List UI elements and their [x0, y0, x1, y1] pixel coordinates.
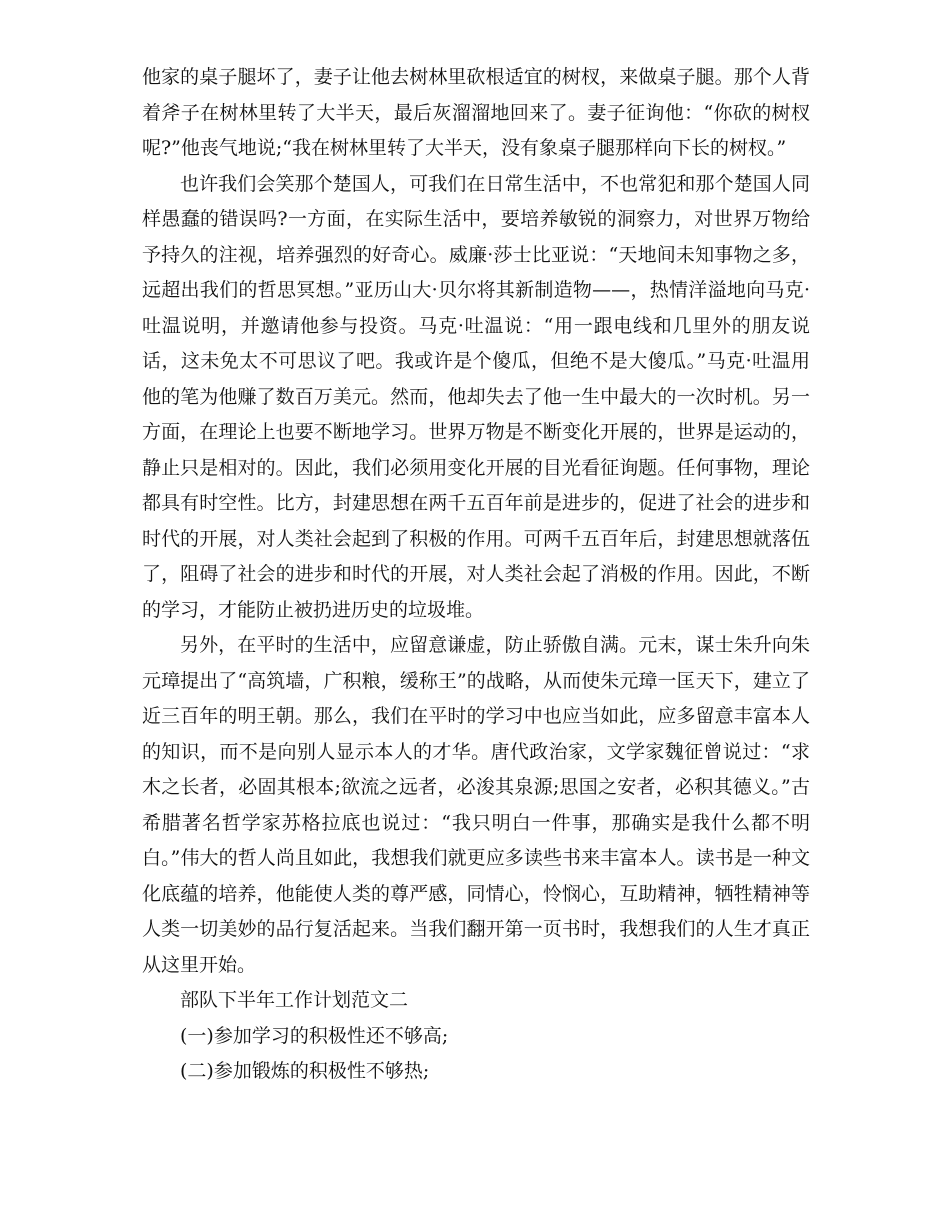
section-heading: 部队下半年工作计划范文二 — [180, 989, 409, 1011]
paragraph-story-end: 他家的桌子腿坏了，妻子让他去树林里砍根适宜的树杈，来做桌子腿。那个人背着斧子在树林里转了大半天，最后灰溜溜地回来了。妻子征询他：“你砍的树杈呢?”他丧气地说;“我在树林里转了大半天，没有象桌子腿那样向下长的树杈。” — [142, 66, 810, 159]
paragraph-observation-and-learning: 也许我们会笑那个楚国人，可我们在日常生活中，不也常犯和那个楚国人同样愚蠢的错误吗?一方面，在实际生活中，要培养敏锐的洞察力，对世界万物给予持久的注视，培养强烈的好奇心。威廉·莎士比亚说：“天地间未知事物之多，远超出我们的哲思冥想。”亚历山大·贝尔将其新制造物——，热情洋溢地向马克·吐温说明，并邀请他参与投资。马克·吐温说：“用一跟电线和几里外的朋友说话，这未免太不可思议了吧。我或许是个傻瓜，但绝不是大傻瓜。”马克·吐温用他的笔为他赚了数百万美元。然而，他却失去了他一生中最大的一次时机。另一方面，在理论上也要不断地学习。世界万物是不断变化开展的，世界是运动的，静止只是相对的。因此，我们必须用变化开展的目光看征询题。任何事物，理论都具有时空性。比方，封建思想在两千五百年前是进步的，促进了社会的进步和时代的开展，对人类社会起到了积极的作用。可两千五百年后，封建思想就落伍了，阻碍了社会的进步和时代的开展，对人类社会起了消极的作用。因此，不断的学习，才能防止被扔进历史的垃圾堆。 — [142, 172, 810, 621]
list-item-1: (一)参加学习的积极性还不够高; — [180, 1024, 449, 1047]
list-item-2: (二)参加锻炼的积极性不够热; — [180, 1060, 430, 1082]
document-page — [142, 60, 810, 1090]
paragraph-modesty: 另外，在平时的生活中，应留意谦虚，防止骄傲自满。元末，谋士朱升向朱元璋提出了“高筑墙，广积粮，缓称王”的战略，从而使朱元璋一匡天下，建立了近三百年的明王朝。那么，我们在平时的学习中也应当如此，应多留意丰富本人的知识，而不是向别人显示本人的才华。唐代政治家，文学家魏征曾说过：“求木之长者，必固其根本;欲流之远者，必浚其泉源;思国之安者，必积其德义。”古希腊著名哲学家苏格拉底也说过：“我只明白一件事，那确实是我什么都不明白。”伟大的哲人尚且如此，我想我们就更应多读些书来丰富本人。读书是一种文化底蕴的培养，他能使人类的尊严感，同情心，怜悯心，互助精神，牺牲精神等人类一切美妙的品行复活起来。当我们翻开第一页书时，我想我们的人生才真正从这里开始。 — [142, 634, 810, 976]
